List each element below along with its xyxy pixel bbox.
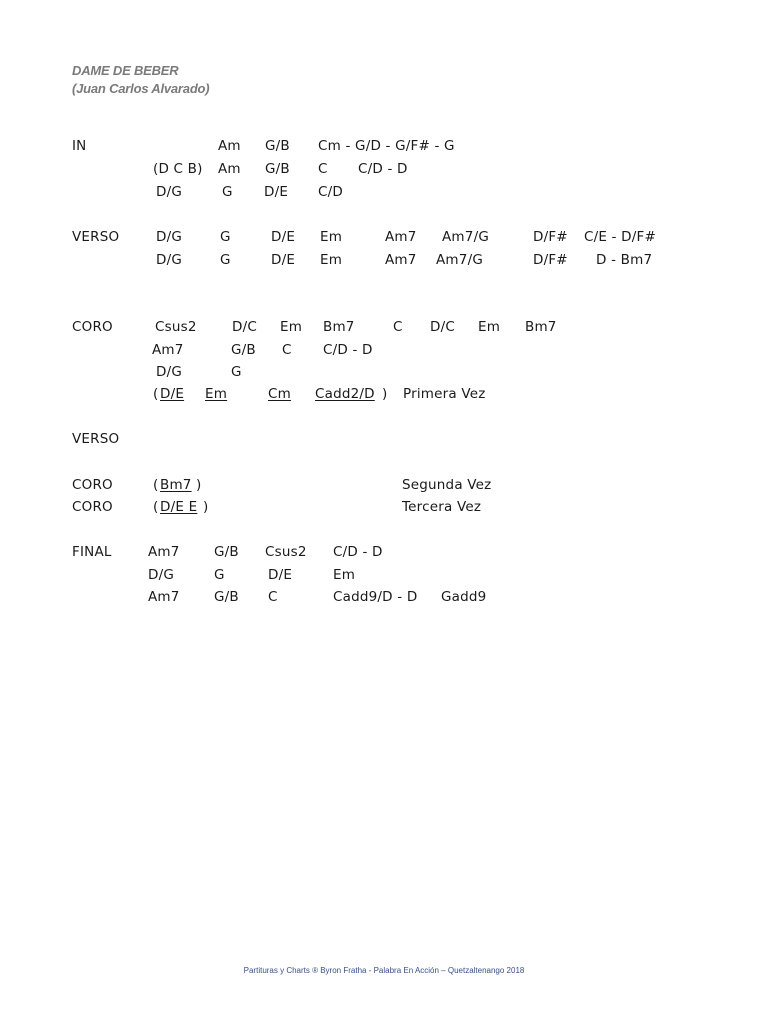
chord: Am — [218, 138, 241, 154]
section-label-final: FINAL — [72, 544, 112, 560]
chord: D/C — [232, 319, 257, 335]
chord: G — [222, 184, 233, 200]
chord: C/E - D/F# — [584, 229, 656, 245]
bracket-open: ( — [153, 477, 159, 493]
page-footer: Partituras y Charts ® Byron Fratha - Palabra En Acción – Quetzaltenango 2018 — [243, 966, 525, 975]
chord: D/E — [271, 229, 296, 245]
chord: D/F# — [533, 229, 568, 245]
chord: D/G — [156, 364, 183, 380]
chord: C — [268, 589, 278, 605]
chord: D/G — [148, 567, 175, 583]
chord: D/F# — [533, 252, 568, 268]
chord: G/B — [265, 161, 290, 177]
chord: Em — [320, 252, 343, 268]
bracket-open: ( — [153, 499, 159, 515]
chord: Em — [280, 319, 303, 335]
chord: Em — [478, 319, 501, 335]
section-label-verse: VERSO — [72, 229, 120, 245]
chord: Em — [333, 567, 356, 583]
chord: C — [318, 161, 328, 177]
chord: Am — [218, 161, 241, 177]
chord: Am7/G — [442, 229, 489, 245]
chord: G/B — [265, 138, 290, 154]
chord: C/D - D — [358, 161, 408, 177]
chord-underlined: D/E — [160, 386, 185, 402]
repeat-note: Primera Vez — [403, 386, 486, 402]
chord: Am7 — [385, 252, 417, 268]
chord: Am7 — [385, 229, 417, 245]
chord: C/D - D — [333, 544, 383, 560]
chord: Am7 — [148, 544, 180, 560]
chord: G — [231, 364, 242, 380]
chord: Gadd9 — [441, 589, 487, 605]
chord: G — [220, 229, 231, 245]
chord: C/D — [318, 184, 343, 200]
bracket-close: ) — [196, 477, 202, 493]
section-label-chorus: CORO — [72, 319, 113, 335]
bracket-close: ) — [382, 386, 388, 402]
repeat-note: Tercera Vez — [402, 499, 482, 515]
chord: Am7 — [152, 342, 184, 358]
chord: Am7/G — [436, 252, 483, 268]
chord: D/E — [268, 567, 293, 583]
chord: G/B — [214, 589, 239, 605]
chord-underlined: Cadd2/D — [315, 386, 375, 402]
bracket-close: ) — [203, 499, 209, 515]
bracket-open: ( — [153, 386, 159, 402]
section-label-verse: VERSO — [72, 431, 120, 447]
chord: D/G — [156, 229, 183, 245]
chord: Csus2 — [155, 319, 197, 335]
chord-underlined: Bm7 — [160, 477, 192, 493]
chord: Cm - G/D - G/F# - G — [318, 138, 455, 154]
chord: Am7 — [148, 589, 180, 605]
section-label-chorus: CORO — [72, 499, 113, 515]
chord: Bm7 — [525, 319, 557, 335]
chord: (D C B) — [153, 161, 203, 177]
chord: D/G — [156, 252, 183, 268]
chord: D - Bm7 — [596, 252, 653, 268]
song-title: DAME DE BEBER — [72, 63, 179, 78]
chord: C/D - D — [323, 342, 373, 358]
chord-underlined: Cm — [268, 386, 291, 402]
chord: C — [393, 319, 403, 335]
chord: G — [220, 252, 231, 268]
chord: D/E — [271, 252, 296, 268]
chord: C — [282, 342, 292, 358]
chord-underlined: D/E E — [160, 499, 198, 515]
chord: D/E — [264, 184, 289, 200]
song-author: (Juan Carlos Alvarado) — [72, 81, 210, 96]
chord: D/G — [156, 184, 183, 200]
chord-underlined: Em — [205, 386, 228, 402]
chord: Csus2 — [265, 544, 307, 560]
repeat-note: Segunda Vez — [402, 477, 492, 493]
chord: Cadd9/D - D — [333, 589, 418, 605]
chord: Em — [320, 229, 343, 245]
chord: G — [214, 567, 225, 583]
chord: Bm7 — [323, 319, 355, 335]
section-label-chorus: CORO — [72, 477, 113, 493]
section-label-intro: IN — [72, 138, 87, 154]
chord: D/C — [430, 319, 455, 335]
chord: G/B — [214, 544, 239, 560]
chord: G/B — [231, 342, 256, 358]
